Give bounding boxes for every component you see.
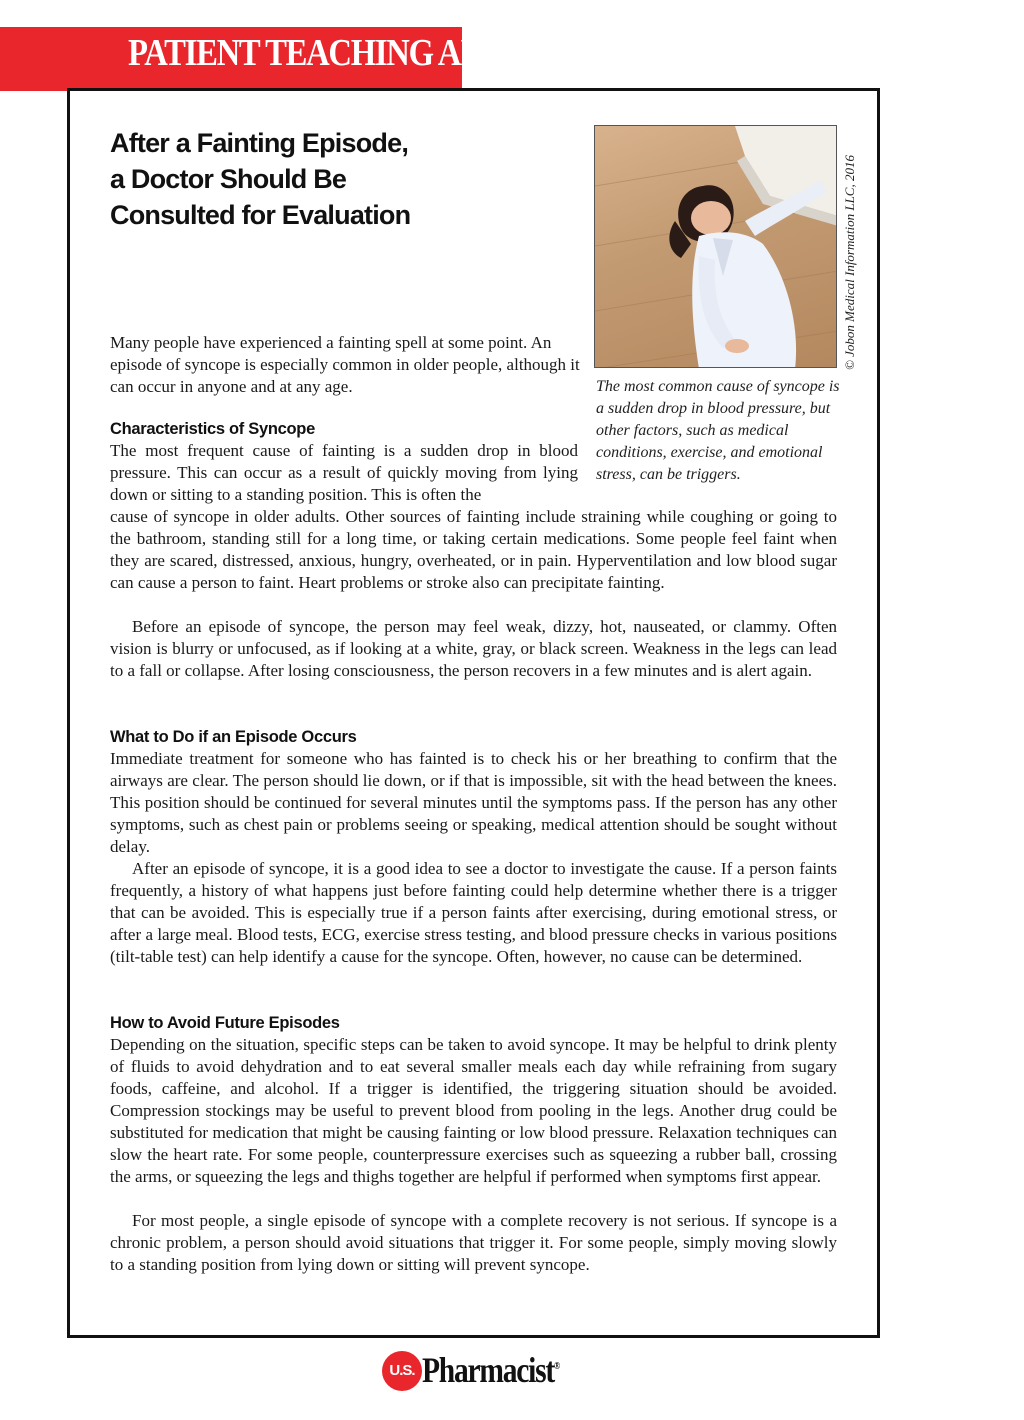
section-1-paragraph-1b: cause of syncope in older adults. Other sources of fainting include straining while coughing or going to the bathroom, standing still for a long time, or taking certain medications. Some people feel faint when they are scared, distressed, anxious, hungry, overheated, or in pain. Hyperventilation and low blood sugar can cause a person to faint. Heart problems or stroke also can precipitate fainting. [110,507,837,592]
page-title [110,125,530,233]
title-line-1: After a Fainting Episode, [110,128,409,158]
section-3-paragraph-2: For most people, a single episode of syncope with a complete recovery is not serious. If syncope is a chronic problem, a person should avoid situations that trigger it. For some people, simply moving slowly to a standing position from lying down or sitting will prevent syncope. [110,1211,837,1274]
title-line-2: a Doctor Should Be [110,164,347,194]
title-line-3: Consulted for Evaluation [110,200,411,230]
section-2-paragraph-2: After an episode of syncope, it is a good idea to see a doctor to investigate the cause. If a person faints frequently, a history of what happens just before fainting could help determine whether there is a trigger that can be avoided. This is especially true if a person faints after exercising, during emotional stress, or after a large meal. Blood tests, ECG, exercise stress testing, and blood pressure checks in various positions (tilt-table test) can help identify a cause for the syncope. Often, however, no cause can be determined. [110,859,837,966]
photo-caption: The most common cause of syncope is a sudden drop in blood pressure, but other factors, such as medical conditions, exercise, and emotional stress, can be triggers. [596,378,840,483]
section-heading-avoid-future: How to Avoid Future Episodes [110,1014,340,1032]
section-3-paragraph-1: Depending on the situation, specific steps can be taken to avoid syncope. It may be helpful to drink plenty of fluids to avoid dehydration and to eat several smaller meals each day while refraining from sugary foods, caffeine, and alcohol. If a trigger is identified, the triggering situation should be avoided. Compression stockings may be useful to prevent blood from pooling in the legs. Another drug could be substituted for medication that might be causing fainting or low blood pressure. Relaxation techniques can slow the heart rate. For some people, counterpressure exercises such as squeezing a rubber ball, crossing the arms, or squeezing the legs and thighs together are helpful if performed when symptoms first appear. [110,1035,837,1186]
logo-mark: U.S. [382,1351,422,1391]
section-2-paragraph-1: Immediate treatment for someone who has fainted is to check his or her breathing to confirm that the airways are clear. The person should lie down, or if that is impossible, sit with the head between the knees. This position should be continued for several minutes until the symptoms pass. If the person has any other symptoms, such as chest pain or problems seeing or speaking, medical attention should be sought without delay. [110,749,837,856]
photo-credit: © Jobon Medical Information LLC, 2016 [842,155,857,370]
intro-paragraph: Many people have experienced a fainting spell at some point. An episode of syncope is especially common in older people, although it can occur in anyone and at any age. [110,333,580,396]
photo-woman-fainted [594,125,837,368]
logo-wordmark [422,1349,559,1391]
trademark-symbol: ® [553,1361,559,1372]
section-1-paragraph-2: Before an episode of syncope, the person may feel weak, dizzy, hot, nauseated, or clammy. Often vision is blurry or unfocused, as if looking at a white, gray, or black screen. Weakness in the legs can lead to a fall or collapse. After losing consciousness, the person recovers in a few minutes and is alert again. [110,617,837,680]
photo-illustration [595,126,837,368]
us-pharmacist-logo [382,1345,582,1395]
section-heading-characteristics: Characteristics of Syncope [110,420,315,438]
section-1-paragraph-1a: The most frequent cause of fainting is a sudden drop in blood pressure. This can occur as a result of quickly moving from lying down or sitting to a standing position. This is often the [110,441,578,504]
logo-word: Pharmacist [422,1350,554,1390]
banner-label: PATIENT TEACHING AID [128,32,494,74]
section-heading-what-to-do: What to Do if an Episode Occurs [110,728,357,746]
